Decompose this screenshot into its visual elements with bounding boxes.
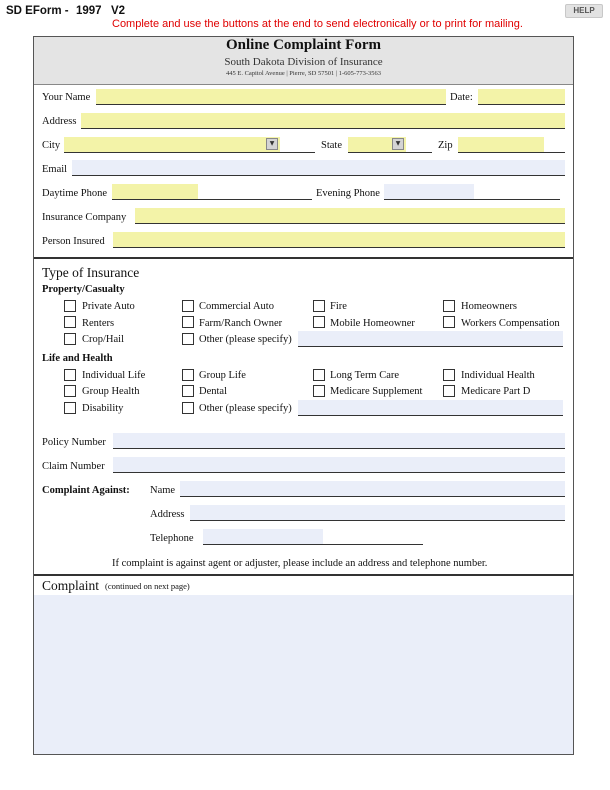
claim-number-label: Claim Number bbox=[42, 461, 105, 472]
policy-number-label: Policy Number bbox=[42, 437, 106, 448]
claim-number-field[interactable] bbox=[113, 457, 565, 472]
complaint-continued-note: (continued on next page) bbox=[105, 581, 190, 591]
option-workers-compensation: Workers Compensation bbox=[461, 318, 560, 329]
evening-phone-label: Evening Phone bbox=[316, 188, 380, 199]
option-long-term-care: Long Term Care bbox=[330, 370, 400, 381]
checkbox-life-other[interactable] bbox=[182, 402, 194, 414]
checkbox-long-term-care[interactable] bbox=[313, 369, 325, 381]
date-label: Date: bbox=[450, 92, 473, 103]
option-mobile-homeowner: Mobile Homeowner bbox=[330, 318, 415, 329]
date-field[interactable] bbox=[478, 89, 565, 104]
form-title: Online Complaint Form bbox=[225, 37, 381, 53]
complaint-textarea[interactable] bbox=[34, 595, 573, 754]
your-name-label: Your Name bbox=[42, 92, 91, 103]
type-of-insurance-title: Type of Insurance bbox=[42, 265, 140, 280]
help-button[interactable]: HELP bbox=[565, 4, 603, 18]
checkbox-group-health[interactable] bbox=[64, 385, 76, 397]
checkbox-private-auto[interactable] bbox=[64, 300, 76, 312]
option-medicare-part-d: Medicare Part D bbox=[461, 386, 531, 397]
checkbox-crop-hail[interactable] bbox=[64, 333, 76, 345]
against-name-label: Name bbox=[150, 485, 176, 496]
option-fire: Fire bbox=[330, 301, 347, 312]
complaint-against-label: Complaint Against: bbox=[42, 485, 130, 496]
form-subtitle: South Dakota Division of Insurance bbox=[224, 56, 383, 68]
against-telephone-field[interactable] bbox=[203, 529, 323, 544]
checkbox-dental[interactable] bbox=[182, 385, 194, 397]
checkbox-group-life[interactable] bbox=[182, 369, 194, 381]
option-private-auto: Private Auto bbox=[82, 301, 135, 312]
option-commercial-auto: Commercial Auto bbox=[199, 301, 274, 312]
checkbox-workers-compensation[interactable] bbox=[443, 316, 455, 328]
city-dropdown-icon[interactable]: ▼ bbox=[266, 138, 278, 150]
option-farm-ranch-owner: Farm/Ranch Owner bbox=[199, 318, 283, 329]
checkbox-property-other[interactable] bbox=[182, 333, 194, 345]
insurance-company-underline bbox=[135, 223, 565, 224]
email-underline bbox=[72, 175, 565, 176]
against-address-label: Address bbox=[150, 509, 185, 520]
against-address-underline bbox=[190, 520, 565, 521]
zip-field[interactable] bbox=[458, 137, 544, 152]
your-name-underline bbox=[96, 104, 446, 105]
option-renters: Renters bbox=[82, 318, 115, 329]
option-group-life: Group Life bbox=[199, 370, 246, 381]
email-field[interactable] bbox=[72, 160, 565, 175]
life-other-underline bbox=[298, 415, 563, 416]
city-label: City bbox=[42, 140, 61, 151]
option-group-health: Group Health bbox=[82, 386, 140, 397]
option-dental: Dental bbox=[199, 386, 227, 397]
checkbox-medicare-part-d[interactable] bbox=[443, 385, 455, 397]
property-other-field[interactable] bbox=[298, 331, 563, 346]
evening-phone-underline bbox=[384, 199, 560, 200]
claim-number-underline bbox=[113, 472, 565, 473]
date-underline bbox=[478, 104, 565, 105]
eform-label: SD EForm - bbox=[6, 5, 69, 17]
against-name-field[interactable] bbox=[180, 481, 565, 496]
daytime-phone-label: Daytime Phone bbox=[42, 188, 108, 199]
checkbox-medicare-supplement[interactable] bbox=[313, 385, 325, 397]
insurance-company-label: Insurance Company bbox=[42, 212, 127, 223]
address-field[interactable] bbox=[81, 113, 565, 128]
zip-underline bbox=[458, 152, 565, 153]
insurance-company-field[interactable] bbox=[135, 208, 565, 223]
checkbox-homeowners[interactable] bbox=[443, 300, 455, 312]
checkbox-renters[interactable] bbox=[64, 316, 76, 328]
daytime-phone-field[interactable] bbox=[112, 184, 198, 199]
option-property-other: Other (please specify) bbox=[199, 334, 292, 345]
agent-adjuster-note: If complaint is against agent or adjuster, please include an address and telephone number. bbox=[112, 558, 488, 569]
your-name-field[interactable] bbox=[96, 89, 446, 104]
section-divider-2 bbox=[34, 574, 573, 576]
section-divider-1 bbox=[34, 257, 573, 259]
option-disability: Disability bbox=[82, 403, 124, 414]
state-label: State bbox=[321, 140, 342, 151]
against-address-field[interactable] bbox=[190, 505, 565, 520]
checkbox-fire[interactable] bbox=[313, 300, 325, 312]
life-health-heading: Life and Health bbox=[42, 353, 113, 364]
against-telephone-label: Telephone bbox=[150, 533, 194, 544]
checkbox-commercial-auto[interactable] bbox=[182, 300, 194, 312]
against-name-underline bbox=[180, 496, 565, 497]
property-other-underline bbox=[298, 346, 563, 347]
policy-number-field[interactable] bbox=[113, 433, 565, 448]
checkbox-individual-life[interactable] bbox=[64, 369, 76, 381]
eform-version: V2 bbox=[111, 5, 126, 17]
person-insured-label: Person Insured bbox=[42, 236, 105, 247]
instructions-text: Complete and use the buttons at the end to send electronically or to print for mailing. bbox=[112, 18, 523, 30]
city-underline bbox=[64, 152, 315, 153]
state-dropdown-icon[interactable]: ▼ bbox=[392, 138, 404, 150]
address-underline bbox=[81, 128, 565, 129]
option-individual-health: Individual Health bbox=[461, 370, 535, 381]
state-underline bbox=[348, 152, 432, 153]
option-individual-life: Individual Life bbox=[82, 370, 146, 381]
city-field[interactable] bbox=[64, 137, 280, 152]
daytime-phone-underline bbox=[112, 199, 312, 200]
policy-number-underline bbox=[113, 448, 565, 449]
person-insured-field[interactable] bbox=[113, 232, 565, 247]
life-other-field[interactable] bbox=[298, 400, 563, 415]
against-telephone-underline bbox=[203, 544, 423, 545]
email-label: Email bbox=[42, 164, 68, 175]
checkbox-mobile-homeowner[interactable] bbox=[313, 316, 325, 328]
address-label: Address bbox=[42, 116, 77, 127]
eform-year: 1997 bbox=[76, 5, 102, 17]
form-header bbox=[34, 37, 573, 85]
checkbox-individual-health[interactable] bbox=[443, 369, 455, 381]
complaint-title: Complaint bbox=[42, 578, 99, 593]
evening-phone-field[interactable] bbox=[384, 184, 474, 199]
checkbox-farm-ranch-owner[interactable] bbox=[182, 316, 194, 328]
option-homeowners: Homeowners bbox=[461, 301, 517, 312]
form-address: 445 E. Capitol Avenue | Pierre, SD 57501 | 1-605-773-3563 bbox=[225, 70, 382, 77]
property-casualty-heading: Property/Casualty bbox=[42, 284, 125, 295]
option-life-other: Other (please specify) bbox=[199, 403, 292, 414]
person-insured-underline bbox=[113, 247, 565, 248]
option-medicare-supplement: Medicare Supplement bbox=[330, 386, 423, 397]
option-crop-hail: Crop/Hail bbox=[82, 334, 124, 345]
zip-label: Zip bbox=[438, 140, 453, 151]
checkbox-disability[interactable] bbox=[64, 402, 76, 414]
